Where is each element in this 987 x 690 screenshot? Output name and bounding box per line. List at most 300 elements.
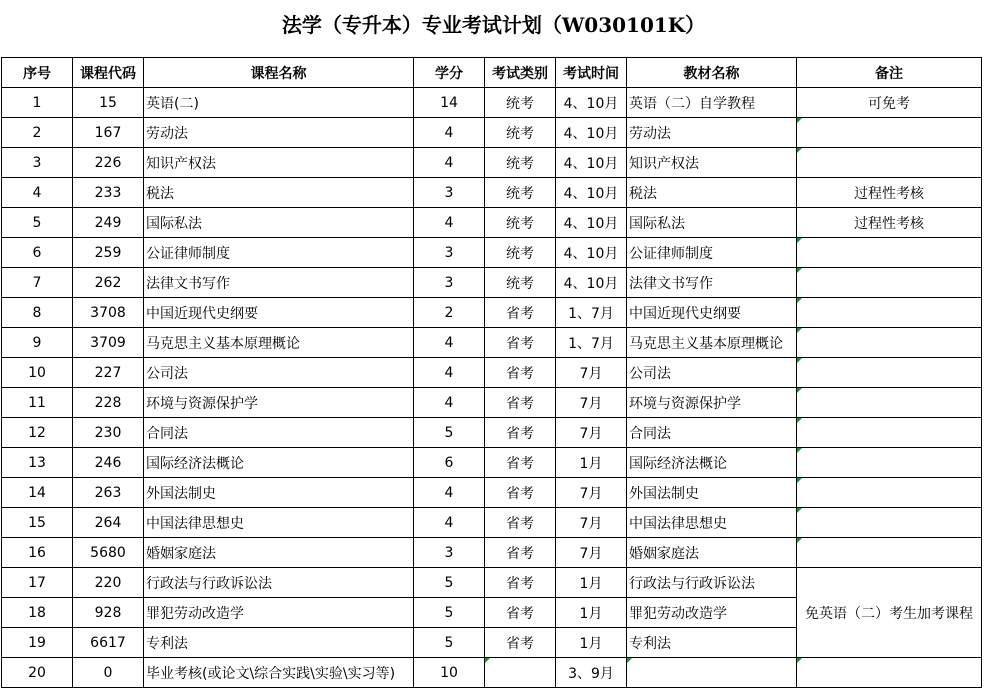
row-no-text: 19 [28, 634, 46, 651]
row-exam-type [485, 328, 556, 358]
row-credit-text: 5 [444, 424, 454, 441]
row-no [2, 328, 73, 358]
row-exam-time [556, 448, 627, 478]
row-exam-time [556, 178, 627, 208]
row-exam-type [485, 478, 556, 508]
row-credit [414, 118, 485, 148]
row-code [73, 478, 144, 508]
row-code [73, 208, 144, 238]
row-credit [414, 508, 485, 538]
row-exam-type [485, 598, 556, 628]
row-code [73, 88, 144, 118]
row-no-text: 11 [28, 394, 46, 411]
row-no [2, 448, 73, 478]
row-exam-time [556, 598, 627, 628]
row-course-name [144, 208, 414, 238]
row-no [2, 238, 73, 268]
row-note [797, 628, 982, 658]
row-code-text: 928 [94, 604, 122, 621]
row-credit-text: 3 [444, 544, 454, 561]
row-note [797, 478, 982, 508]
row-course-name-text: 罪犯劳动改造学 [146, 605, 244, 622]
row-exam-type-text: 省考 [506, 485, 534, 502]
row-code [73, 148, 144, 178]
row-credit-text: 3 [444, 244, 454, 261]
row-textbook [627, 538, 797, 568]
table-row [2, 508, 982, 538]
row-no [2, 298, 73, 328]
table-row [2, 208, 982, 238]
row-no [2, 88, 73, 118]
row-note [797, 148, 982, 178]
table-row [2, 448, 982, 478]
row-exam-time-text: 1月 [579, 635, 603, 652]
row-exam-time-text: 7月 [579, 485, 603, 502]
row-code [73, 358, 144, 388]
row-exam-type [485, 268, 556, 298]
row-exam-time [556, 538, 627, 568]
row-note [797, 238, 982, 268]
row-no-text: 15 [28, 514, 46, 531]
row-exam-type [485, 178, 556, 208]
row-credit-text: 5 [444, 634, 454, 651]
row-exam-time [556, 268, 627, 298]
row-exam-time [556, 508, 627, 538]
row-credit-text: 4 [444, 364, 454, 381]
table-body [2, 88, 982, 688]
row-course-name [144, 388, 414, 418]
comment-marker-icon [797, 238, 802, 243]
row-credit-text: 2 [444, 304, 454, 321]
row-textbook-text: 中国法律思想史 [629, 515, 727, 532]
row-note [797, 418, 982, 448]
row-textbook [627, 178, 797, 208]
row-code-text: 167 [94, 124, 122, 141]
row-course-name [144, 298, 414, 328]
row-no-text: 1 [32, 94, 42, 111]
row-course-name-text: 婚姻家庭法 [146, 545, 216, 562]
row-code [73, 628, 144, 658]
row-no-text: 9 [32, 334, 42, 351]
row-exam-time-text: 3、9月 [568, 665, 614, 682]
comment-marker-icon [797, 358, 802, 363]
row-credit [414, 178, 485, 208]
row-exam-time-text: 4、10月 [563, 245, 619, 262]
row-exam-time [556, 328, 627, 358]
row-textbook [627, 418, 797, 448]
row-exam-time-text: 4、10月 [563, 185, 619, 202]
table-row [2, 568, 982, 598]
table-row [2, 238, 982, 268]
row-credit [414, 448, 485, 478]
row-code-text: 228 [94, 394, 122, 411]
row-credit [414, 358, 485, 388]
comment-marker-icon [797, 118, 802, 123]
comment-marker-icon [797, 508, 802, 513]
row-note [797, 658, 982, 688]
row-code-text: 0 [103, 664, 113, 681]
row-exam-time [556, 418, 627, 448]
table-row [2, 628, 982, 658]
row-no [2, 478, 73, 508]
row-code [73, 508, 144, 538]
row-exam-type [485, 508, 556, 538]
row-no [2, 658, 73, 688]
row-credit-text: 4 [444, 124, 454, 141]
row-note [797, 118, 982, 148]
row-textbook [627, 298, 797, 328]
row-textbook-text: 合同法 [629, 425, 671, 442]
row-credit-text: 3 [444, 184, 454, 201]
row-exam-time-text: 4、10月 [563, 215, 619, 232]
row-code-text: 259 [94, 244, 122, 261]
table-row [2, 118, 982, 148]
row-note [797, 268, 982, 298]
row-textbook [627, 118, 797, 148]
row-course-name [144, 628, 414, 658]
table-row [2, 388, 982, 418]
row-exam-time-text: 1月 [579, 605, 603, 622]
row-course-name [144, 568, 414, 598]
row-course-name [144, 148, 414, 178]
row-credit [414, 208, 485, 238]
row-code [73, 448, 144, 478]
row-code-text: 249 [94, 214, 122, 231]
header-name: 课程名称 [144, 58, 414, 88]
table-row [2, 88, 982, 118]
table-row [2, 148, 982, 178]
row-course-name-text: 马克思主义基本原理概论 [146, 335, 300, 352]
row-course-name [144, 658, 414, 688]
row-exam-type-text: 省考 [506, 605, 534, 622]
comment-marker-icon [797, 478, 802, 483]
row-exam-type-text: 统考 [506, 155, 534, 172]
row-exam-type-text: 统考 [506, 95, 534, 112]
row-exam-time [556, 628, 627, 658]
row-credit [414, 628, 485, 658]
row-exam-time [556, 88, 627, 118]
row-credit [414, 568, 485, 598]
row-course-name-text: 合同法 [146, 425, 188, 442]
row-course-name-text: 行政法与行政诉讼法 [146, 575, 272, 592]
row-credit-text: 4 [444, 214, 454, 231]
row-code-text: 15 [99, 94, 117, 111]
table-row [2, 178, 982, 208]
row-textbook-text: 婚姻家庭法 [629, 545, 699, 562]
row-note [797, 208, 982, 238]
table-row [2, 478, 982, 508]
row-note [797, 598, 982, 628]
row-textbook [627, 658, 797, 688]
row-code-text: 263 [94, 484, 122, 501]
header-note: 备注 [797, 58, 982, 88]
row-course-name [144, 238, 414, 268]
comment-marker-icon [485, 658, 490, 663]
row-textbook [627, 238, 797, 268]
row-note [797, 358, 982, 388]
row-textbook-text: 劳动法 [629, 125, 671, 142]
row-exam-type [485, 388, 556, 418]
row-course-name-text: 知识产权法 [146, 155, 216, 172]
row-exam-time-text: 7月 [579, 515, 603, 532]
row-exam-type [485, 298, 556, 328]
row-exam-type-text: 省考 [506, 575, 534, 592]
row-course-name [144, 118, 414, 148]
row-no [2, 178, 73, 208]
row-code-text: 246 [94, 454, 122, 471]
row-exam-type [485, 538, 556, 568]
header-type: 考试类别 [485, 58, 556, 88]
row-credit [414, 268, 485, 298]
row-credit-text: 6 [444, 454, 454, 471]
row-no-text: 8 [32, 304, 42, 321]
row-note [797, 328, 982, 358]
row-exam-time [556, 208, 627, 238]
row-textbook-text: 专利法 [629, 635, 671, 652]
header-time: 考试时间 [556, 58, 627, 88]
header-code: 课程代码 [73, 58, 144, 88]
row-exam-type-text: 省考 [506, 455, 534, 472]
table-row [2, 268, 982, 298]
row-credit-text: 10 [440, 664, 458, 681]
row-no [2, 568, 73, 598]
row-textbook [627, 208, 797, 238]
table-row [2, 658, 982, 688]
row-no-text: 12 [28, 424, 46, 441]
row-exam-type-text: 省考 [506, 545, 534, 562]
row-no-text: 10 [28, 364, 46, 381]
row-textbook-text: 公证律师制度 [629, 245, 713, 262]
comment-marker-icon [797, 328, 802, 333]
row-exam-time-text: 4、10月 [563, 125, 619, 142]
row-credit-text: 5 [444, 574, 454, 591]
row-textbook-text: 英语（二）自学教程 [629, 95, 755, 112]
row-exam-type-text: 省考 [506, 335, 534, 352]
row-course-name-text: 中国法律思想史 [146, 515, 244, 532]
row-code [73, 658, 144, 688]
comment-marker-icon [797, 538, 802, 543]
row-exam-time [556, 238, 627, 268]
exam-plan-table [1, 57, 982, 688]
row-course-name [144, 508, 414, 538]
row-code [73, 118, 144, 148]
row-code [73, 568, 144, 598]
table-row [2, 598, 982, 628]
row-course-name-text: 国际经济法概论 [146, 455, 244, 472]
row-course-name [144, 268, 414, 298]
row-exam-time [556, 298, 627, 328]
row-exam-type-text: 省考 [506, 305, 534, 322]
row-course-name [144, 358, 414, 388]
row-exam-type [485, 208, 556, 238]
row-note [797, 568, 982, 598]
header-book: 教材名称 [627, 58, 797, 88]
row-course-name-text: 公司法 [146, 365, 188, 382]
row-exam-type-text: 省考 [506, 515, 534, 532]
row-note [797, 508, 982, 538]
row-exam-type-text: 省考 [506, 365, 534, 382]
row-exam-time [556, 568, 627, 598]
row-exam-type-text: 统考 [506, 215, 534, 232]
row-course-name-text: 中国近现代史纲要 [146, 305, 258, 322]
row-no-text: 18 [28, 604, 46, 621]
comment-marker-icon [797, 388, 802, 393]
row-note-text: 过程性考核 [854, 215, 924, 232]
row-course-name-text: 专利法 [146, 635, 188, 652]
row-no-text: 3 [32, 154, 42, 171]
row-exam-type-text: 省考 [506, 635, 534, 652]
row-no [2, 148, 73, 178]
row-no-text: 14 [28, 484, 46, 501]
row-course-name-text: 国际私法 [146, 215, 202, 232]
row-textbook [627, 268, 797, 298]
table-row [2, 358, 982, 388]
row-no-text: 16 [28, 544, 46, 561]
table-row [2, 328, 982, 358]
row-no [2, 538, 73, 568]
row-exam-time [556, 118, 627, 148]
row-textbook [627, 388, 797, 418]
row-textbook-text: 罪犯劳动改造学 [629, 605, 727, 622]
header-row [2, 58, 982, 88]
row-no-text: 5 [32, 214, 42, 231]
row-no [2, 268, 73, 298]
row-textbook-text: 国际私法 [629, 215, 685, 232]
row-note [797, 388, 982, 418]
row-exam-type [485, 238, 556, 268]
row-note [797, 298, 982, 328]
row-course-name [144, 538, 414, 568]
row-exam-time [556, 478, 627, 508]
row-exam-type [485, 448, 556, 478]
row-code-text: 226 [94, 154, 122, 171]
row-textbook [627, 148, 797, 178]
row-course-name-text: 毕业考核(或论文\综合实践\实验\实习等) [146, 665, 396, 682]
row-credit-text: 4 [444, 514, 454, 531]
row-exam-time-text: 4、10月 [563, 275, 619, 292]
row-course-name [144, 448, 414, 478]
row-code-text: 6617 [90, 634, 126, 651]
row-code [73, 328, 144, 358]
row-textbook-text: 马克思主义基本原理概论 [629, 335, 783, 352]
row-no-text: 4 [32, 184, 42, 201]
row-credit [414, 238, 485, 268]
row-credit [414, 298, 485, 328]
row-no-text: 20 [28, 664, 46, 681]
row-code-text: 220 [94, 574, 122, 591]
row-textbook-text: 公司法 [629, 365, 671, 382]
row-exam-time [556, 358, 627, 388]
row-code [73, 238, 144, 268]
row-note-text: 免英语（二）考生加考课程 [805, 605, 973, 622]
row-textbook-text: 法律文书写作 [629, 275, 713, 292]
row-exam-type [485, 658, 556, 688]
row-credit-text: 4 [444, 484, 454, 501]
row-textbook [627, 508, 797, 538]
row-code [73, 298, 144, 328]
row-course-name-text: 劳动法 [146, 125, 188, 142]
row-textbook [627, 358, 797, 388]
row-no [2, 358, 73, 388]
row-textbook-text: 外国法制史 [629, 485, 699, 502]
row-course-name [144, 478, 414, 508]
row-course-name-text: 环境与资源保护学 [146, 395, 258, 412]
row-course-name-text: 英语(二) [146, 95, 199, 112]
row-exam-type-text: 统考 [506, 125, 534, 142]
row-no [2, 118, 73, 148]
row-exam-time [556, 388, 627, 418]
row-code-text: 227 [94, 364, 122, 381]
comment-marker-icon [797, 418, 802, 423]
row-textbook [627, 478, 797, 508]
row-no-text: 7 [32, 274, 42, 291]
row-code [73, 418, 144, 448]
row-no [2, 628, 73, 658]
row-code-text: 233 [94, 184, 122, 201]
comment-marker-icon [797, 448, 802, 453]
row-exam-type [485, 118, 556, 148]
row-exam-type-text: 统考 [506, 275, 534, 292]
row-exam-time-text: 1、7月 [568, 335, 614, 352]
row-note-text: 过程性考核 [854, 185, 924, 202]
row-code-text: 230 [94, 424, 122, 441]
row-course-name [144, 178, 414, 208]
row-textbook [627, 568, 797, 598]
row-credit [414, 88, 485, 118]
row-course-name [144, 418, 414, 448]
row-exam-time-text: 4、10月 [563, 155, 619, 172]
row-textbook [627, 598, 797, 628]
row-code [73, 388, 144, 418]
row-exam-time-text: 1月 [579, 575, 603, 592]
row-exam-time-text: 7月 [579, 545, 603, 562]
row-code-text: 262 [94, 274, 122, 291]
row-textbook [627, 328, 797, 358]
row-exam-time-text: 7月 [579, 425, 603, 442]
row-textbook-text: 行政法与行政诉讼法 [629, 575, 755, 592]
row-no-text: 13 [28, 454, 46, 471]
row-exam-type [485, 418, 556, 448]
row-credit [414, 658, 485, 688]
row-exam-time [556, 148, 627, 178]
row-textbook [627, 88, 797, 118]
row-exam-type [485, 88, 556, 118]
row-note-text: 可免考 [868, 95, 910, 112]
row-textbook-text: 知识产权法 [629, 155, 699, 172]
row-exam-type [485, 148, 556, 178]
row-code-text: 5680 [90, 544, 126, 561]
row-exam-time-text: 4、10月 [563, 95, 619, 112]
row-credit [414, 418, 485, 448]
row-exam-type [485, 358, 556, 388]
row-course-name-text: 法律文书写作 [146, 275, 230, 292]
header-credit: 学分 [414, 58, 485, 88]
comment-marker-icon [797, 658, 802, 663]
row-no-text: 6 [32, 244, 42, 261]
row-credit [414, 598, 485, 628]
row-code [73, 538, 144, 568]
row-course-name-text: 外国法制史 [146, 485, 216, 502]
row-credit-text: 3 [444, 274, 454, 291]
row-exam-type-text: 省考 [506, 425, 534, 442]
table-row [2, 418, 982, 448]
row-no [2, 598, 73, 628]
comment-marker-icon [797, 268, 802, 273]
row-note [797, 448, 982, 478]
row-textbook [627, 448, 797, 478]
row-exam-time-text: 7月 [579, 365, 603, 382]
row-credit-text: 14 [440, 94, 458, 111]
